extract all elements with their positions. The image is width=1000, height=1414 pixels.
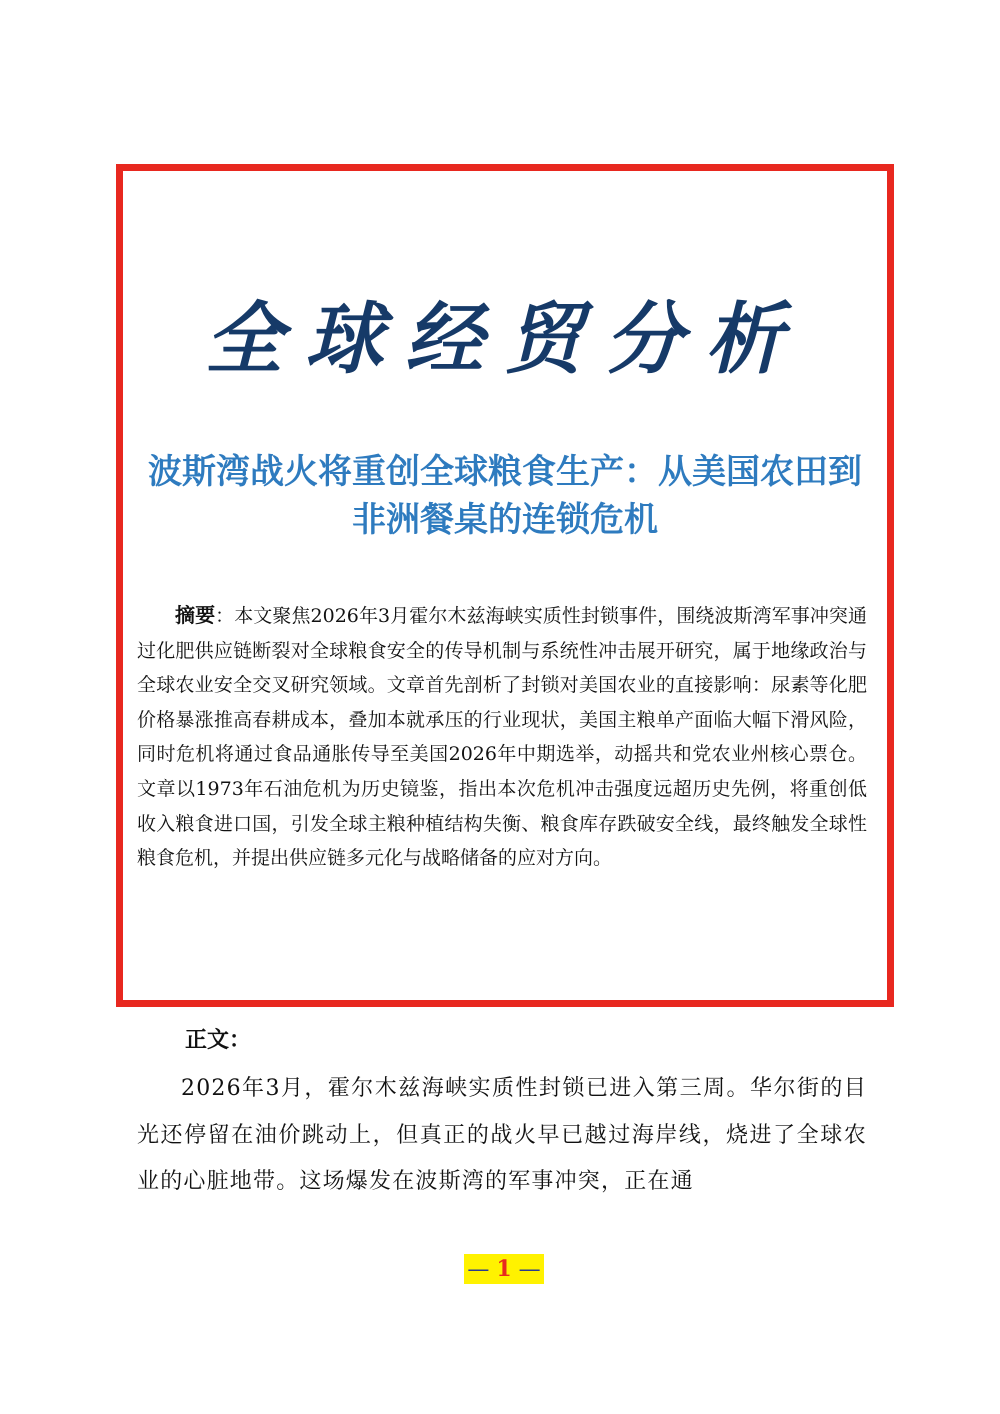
page-number-dash-right: —	[518, 1257, 541, 1282]
body-section-label: 正文：	[185, 1028, 252, 1053]
article-headline: 波斯湾战火将重创全球粮食生产：从美国农田到非洲餐桌的连锁危机	[148, 452, 862, 540]
body-paragraph: 2026年3月，霍尔木兹海峡实质性封锁已进入第三周。华尔街的目光还停留在油价跳动上，但真正的战火早已越过海岸线，烧进了全球农业的心脏地带。这场爆发在波斯湾的军事冲突，正在通	[137, 1076, 867, 1194]
masthead-title: 全球经贸分析	[204, 294, 805, 385]
abstract-text: ：本文聚焦2026年3月霍尔木兹海峡实质性封锁事件，围绕波斯湾军事冲突通过化肥供应链断裂对全球粮食安全的传导机制与系统性冲击展开研究，属于地缘政治与全球农业安全交叉研究领域。文章首先剖析了封锁对美国农业的直接影响：尿素等化肥价格暴涨推高春耕成本，叠加本就承压的行业现状，美国主粮单产面临大幅下滑风险，同时危机将通过食品通胀传导至美国2026年中期选举，动摇共和党农业州核心票仓。文章以1973年石油危机为历史镜鉴，指出本次危机冲击强度远超历史先例，将重创低收入粮食进口国，引发全球主粮种植结构失衡、粮食库存跌破安全线，最终触发全球性粮食危机，并提出供应链多元化与战略储备的应对方向。	[137, 605, 867, 870]
page-border-frame	[116, 164, 894, 1007]
abstract-paragraph	[137, 598, 867, 876]
page-number-badge	[464, 1254, 544, 1284]
page-number: 1	[496, 1256, 512, 1282]
page-number-dash-left: —	[467, 1257, 490, 1282]
abstract-label: 摘要	[175, 603, 216, 627]
